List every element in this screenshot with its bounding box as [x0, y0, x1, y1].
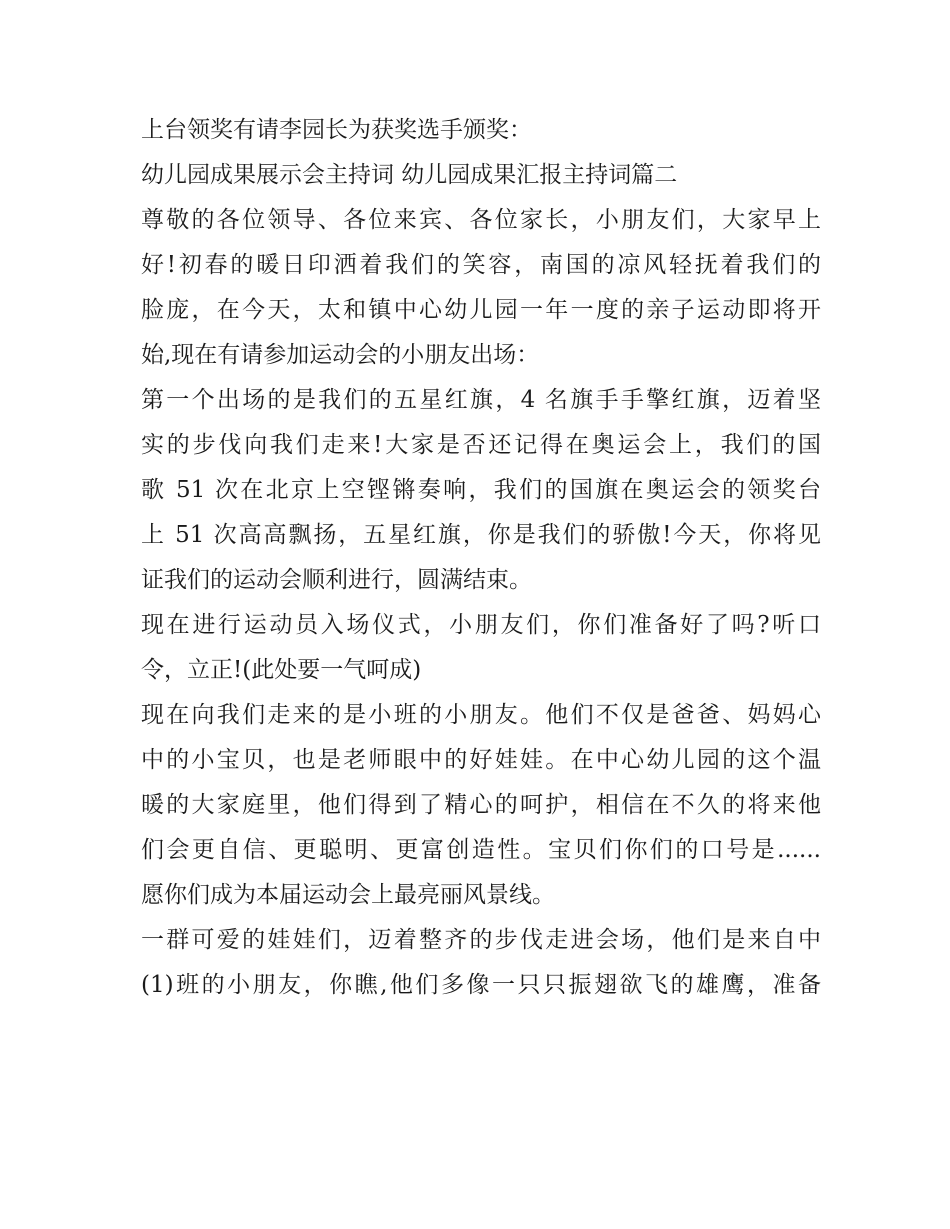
text-line: 歌 51 次在北京上空铿锵奏响，我们的国旗在奥运会的领奖台 — [141, 477, 821, 503]
text-line: 尊敬的各位领导、各位来宾、各位家长，小朋友们，大家早上 — [141, 207, 821, 233]
text-line: 令，立正!(此处要一气呵成) — [141, 657, 422, 683]
text-line: 实的步伐向我们走来!大家是否还记得在奥运会上，我们的国 — [141, 432, 821, 458]
text-line: 好!初春的暖日印洒着我们的笑容，南国的凉风轻抚着我们的 — [141, 252, 821, 278]
text-line: 暖的大家庭里，他们得到了精心的呵护，相信在不久的将来他 — [141, 792, 821, 818]
text-line: 们会更自信、更聪明、更富创造性。宝贝们你们的口号是...... — [141, 837, 821, 863]
text-line: 上 51 次高高飘扬，五星红旗，你是我们的骄傲!今天，你将见 — [141, 522, 821, 548]
text-line: 上台领奖有请李园长为获奖选手颁奖： — [141, 117, 532, 143]
text-line: 脸庞，在今天，太和镇中心幼儿园一年一度的亲子运动即将开 — [141, 297, 821, 323]
text-line: 中的小宝贝，也是老师眼中的好娃娃。在中心幼儿园的这个温 — [141, 747, 821, 773]
text-line: 一群可爱的娃娃们，迈着整齐的步伐走进会场，他们是来自中 — [141, 927, 821, 953]
text-line: 始,现在有请参加运动会的小朋友出场： — [141, 342, 540, 368]
text-line: 愿你们成为本届运动会上最亮丽风景线。 — [141, 882, 555, 908]
text-line: 现在进行运动员入场仪式，小朋友们，你们准备好了吗?听口 — [141, 612, 821, 638]
text-line: 证我们的运动会顺利进行，圆满结束。 — [141, 567, 532, 593]
text-line: 现在向我们走来的是小班的小朋友。他们不仅是爸爸、妈妈心 — [141, 702, 821, 728]
text-line: 幼儿园成果展示会主持词 幼儿园成果汇报主持词篇二 — [141, 162, 678, 188]
text-line: (1)班的小朋友，你瞧,他们多像一只只振翅欲飞的雄鹰，准备 — [141, 972, 821, 998]
text-line: 第一个出场的是我们的五星红旗，4 名旗手手擎红旗，迈着坚 — [141, 387, 821, 413]
document-body — [141, 108, 821, 1008]
